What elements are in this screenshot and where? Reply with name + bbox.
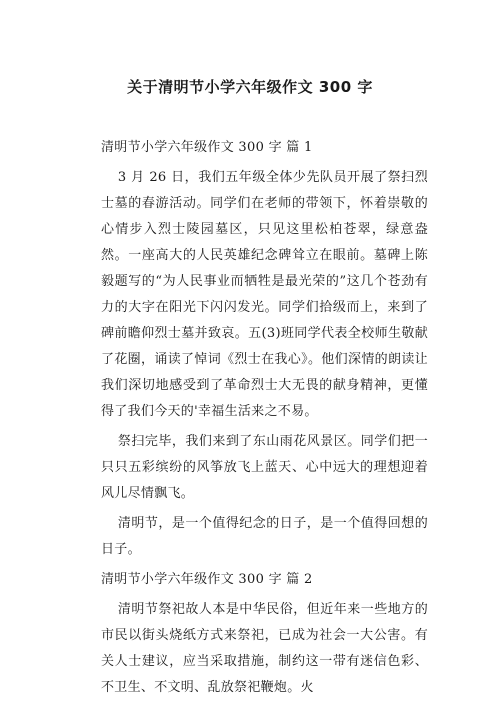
- document-body: [101, 135, 428, 705]
- paragraph: 清明节，是一个值得纪念的日子，是一个值得回想的日子。: [101, 516, 428, 557]
- section-heading: 清明节小学六年级作文 300 字 篇 2: [101, 572, 313, 587]
- section-heading: 清明节小学六年级作文 300 字 篇 1: [101, 140, 313, 155]
- paragraph: 祭扫完毕，我们来到了东山雨花风景区。同学们把一只只五彩缤纷的风筝放飞上蓝天、心中远大的理想迎着风儿尽情飘飞。: [101, 434, 428, 501]
- paragraph: 3 月 26 日，我们五年级全体少先队员开展了祭扫烈士墓的春游活动。同学们在老师的带领下，怀着崇敬的心情步入烈士陵园墓区，只见这里松柏苍翠，绿意盎然。一座高大的人民英雄纪念碑耸立在眼前。墓碑上陈毅题写的“为人民事业而牺牲是最光荣的”这几个苍劲有力的大字在阳光下闪闪发光。同学们拾级而上，来到了碑前瞻仰烈士墓并致哀。五(3)班同学代表全校师生敬献了花圈，诵读了悼词《烈士在我心》。他们深情的朗读让我们深切地感受到了革命烈士大无畏的献身精神，更懂得了我们今天的'幸福生活来之不易。: [101, 170, 428, 419]
- paragraph: 清明节祭祀故人本是中华民俗，但近年来一些地方的市民以街头烧纸方式来祭祀，已成为社会一大公害。有关人士建议，应当采取措施，制约这一带有迷信色彩、不卫生、不文明、乱放祭祀鞭炮。火: [101, 602, 428, 695]
- document-title: 关于清明节小学六年级作文 300 字: [127, 78, 373, 96]
